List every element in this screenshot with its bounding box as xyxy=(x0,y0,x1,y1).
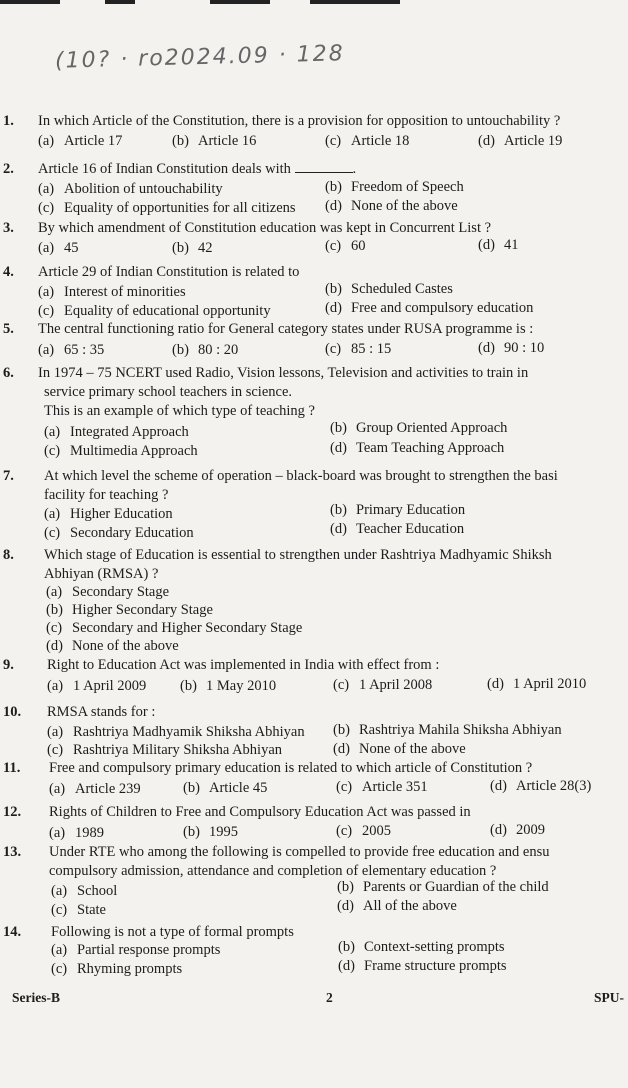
question-number: 8. xyxy=(3,547,14,563)
option-b: (b) Parents or Guardian of the child xyxy=(337,879,549,895)
question-text-continued: Abhiyan (RMSA) ? xyxy=(44,566,159,582)
option-d: (d) Article 28(3) xyxy=(490,778,592,794)
option-b: (b) Rashtriya Mahila Shiksha Abhiyan xyxy=(333,722,562,738)
option-b: (b) 80 : 20 xyxy=(172,342,239,358)
option-c: (c) Secondary and Higher Secondary Stage xyxy=(46,620,303,636)
paper-code: SPU- xyxy=(594,990,624,1005)
question-text: In which Article of the Constitution, there is a provision for opposition to untouchability ? xyxy=(38,113,561,129)
option-b: (b) Scheduled Castes xyxy=(325,281,453,297)
option-b: (b) Context-setting prompts xyxy=(338,939,505,955)
option-d: (d) Team Teaching Approach xyxy=(330,440,505,456)
option-d: (d) Frame structure prompts xyxy=(338,958,507,974)
question-text-continued: facility for teaching ? xyxy=(44,487,169,503)
option-a: (a) Article 239 xyxy=(49,781,141,797)
option-d: (d) Teacher Education xyxy=(330,521,465,537)
question-text: The central functioning ratio for General category states under RUSA programme is : xyxy=(38,321,534,337)
option-d: (d) 41 xyxy=(478,237,519,253)
top-edge-mark xyxy=(105,0,135,4)
question-text: Free and compulsory primary education is related to which article of Constitution ? xyxy=(49,760,533,776)
question-text: Under RTE who among the following is compelled to provide free education and ensu xyxy=(49,844,550,860)
option-c: (c) Article 18 xyxy=(325,133,410,149)
option-d: (d) Free and compulsory education xyxy=(325,300,534,316)
option-d: (d) All of the above xyxy=(337,898,457,914)
option-a: (a) Article 17 xyxy=(38,133,123,149)
question-number: 10. xyxy=(3,704,22,720)
top-edge-mark xyxy=(210,0,270,4)
page-number: 2 xyxy=(326,990,333,1005)
question-text: Article 29 of Indian Constitution is related to xyxy=(38,264,300,280)
option-b: (b) 42 xyxy=(172,240,213,256)
question-number: 4. xyxy=(3,264,14,280)
question-text-continued: compulsory admission, attendance and completion of elementary education ? xyxy=(49,863,497,879)
option-a: (a) School xyxy=(51,883,118,899)
option-d: (d) Article 19 xyxy=(478,133,563,149)
option-d: (d) 1 April 2010 xyxy=(487,676,587,692)
option-b: (b) Group Oriented Approach xyxy=(330,420,508,436)
question-number: 12. xyxy=(3,804,22,820)
option-c: (c) Rhyming prompts xyxy=(51,961,183,977)
option-b: (b) Higher Secondary Stage xyxy=(46,602,213,618)
option-a: (a) Integrated Approach xyxy=(44,424,189,440)
answer-blank xyxy=(295,160,353,173)
option-c: (c) State xyxy=(51,902,106,918)
question-text: Which stage of Education is essential to strengthen under Rashtriya Madhyamic Shiksh xyxy=(44,547,552,563)
series-label: Series-B xyxy=(12,990,60,1005)
option-b: (b) Freedom of Speech xyxy=(325,179,464,195)
option-a: (a) Secondary Stage xyxy=(46,584,170,600)
question-number: 13. xyxy=(3,844,22,860)
option-a: (a) Abolition of untouchability xyxy=(38,181,223,197)
option-a: (a) 45 xyxy=(38,240,79,256)
question-number: 5. xyxy=(3,321,14,337)
option-c: (c) Equality of educational opportunity xyxy=(38,303,271,319)
question-text-continued: This is an example of which type of teaching ? xyxy=(44,403,315,419)
option-a: (a) Interest of minorities xyxy=(38,284,186,300)
option-d: (d) 2009 xyxy=(490,822,545,838)
option-c: (c) Secondary Education xyxy=(44,525,194,541)
option-c: (c) Multimedia Approach xyxy=(44,443,198,459)
question-number: 11. xyxy=(3,760,21,776)
question-number: 1. xyxy=(3,113,14,129)
question-text: Article 16 of Indian Constitution deals with . xyxy=(38,161,357,177)
option-a: (a) 65 : 35 xyxy=(38,342,105,358)
question-text: Rights of Children to Free and Compulsory Education Act was passed in xyxy=(49,804,471,820)
question-number: 3. xyxy=(3,220,14,236)
option-b: (b) 1 May 2010 xyxy=(180,678,277,694)
option-b: (b) Article 16 xyxy=(172,133,257,149)
question-text: RMSA stands for : xyxy=(47,704,156,720)
top-edge-mark xyxy=(0,0,60,4)
question-text: Following is not a type of formal prompts xyxy=(51,924,294,940)
question-number: 6. xyxy=(3,365,14,381)
question-text: By which amendment of Constitution education was kept in Concurrent List ? xyxy=(38,220,492,236)
option-d: (d) 90 : 10 xyxy=(478,340,545,356)
option-b: (b) Primary Education xyxy=(330,502,466,518)
option-c: (c) 85 : 15 xyxy=(325,341,392,357)
option-d: (d) None of the above xyxy=(325,198,458,214)
option-c: (c) Equality of opportunities for all citizens xyxy=(38,200,296,216)
question-number: 9. xyxy=(3,657,14,673)
question-text: In 1974 – 75 NCERT used Radio, Vision lessons, Television and activities to train in xyxy=(38,365,529,381)
option-d: (d) None of the above xyxy=(46,638,179,654)
question-text-continued: service primary school teachers in science. xyxy=(44,384,293,400)
option-b: (b) Article 45 xyxy=(183,780,268,796)
top-edge-mark xyxy=(310,0,400,4)
option-d: (d) None of the above xyxy=(333,741,466,757)
option-a: (a) 1989 xyxy=(49,825,104,841)
question-text: At which level the scheme of operation – black-board was brought to strengthen the basi xyxy=(44,468,558,484)
handwritten-note: (10? · ro2024.09 · 128 xyxy=(54,41,345,74)
option-a: (a) Rashtriya Madhyamik Shiksha Abhiyan xyxy=(47,724,305,740)
option-a: (a) 1 April 2009 xyxy=(47,678,147,694)
option-c: (c) Rashtriya Military Shiksha Abhiyan xyxy=(47,742,283,758)
question-text: Right to Education Act was implemented in India with effect from : xyxy=(47,657,440,673)
option-c: (c) 2005 xyxy=(336,823,391,839)
option-a: (a) Higher Education xyxy=(44,506,173,522)
question-number: 14. xyxy=(3,924,22,940)
option-b: (b) 1995 xyxy=(183,824,238,840)
option-c: (c) 60 xyxy=(325,238,366,254)
option-a: (a) Partial response prompts xyxy=(51,942,221,958)
question-number: 7. xyxy=(3,468,14,484)
question-number: 2. xyxy=(3,161,14,177)
option-c: (c) Article 351 xyxy=(336,779,428,795)
option-c: (c) 1 April 2008 xyxy=(333,677,433,693)
